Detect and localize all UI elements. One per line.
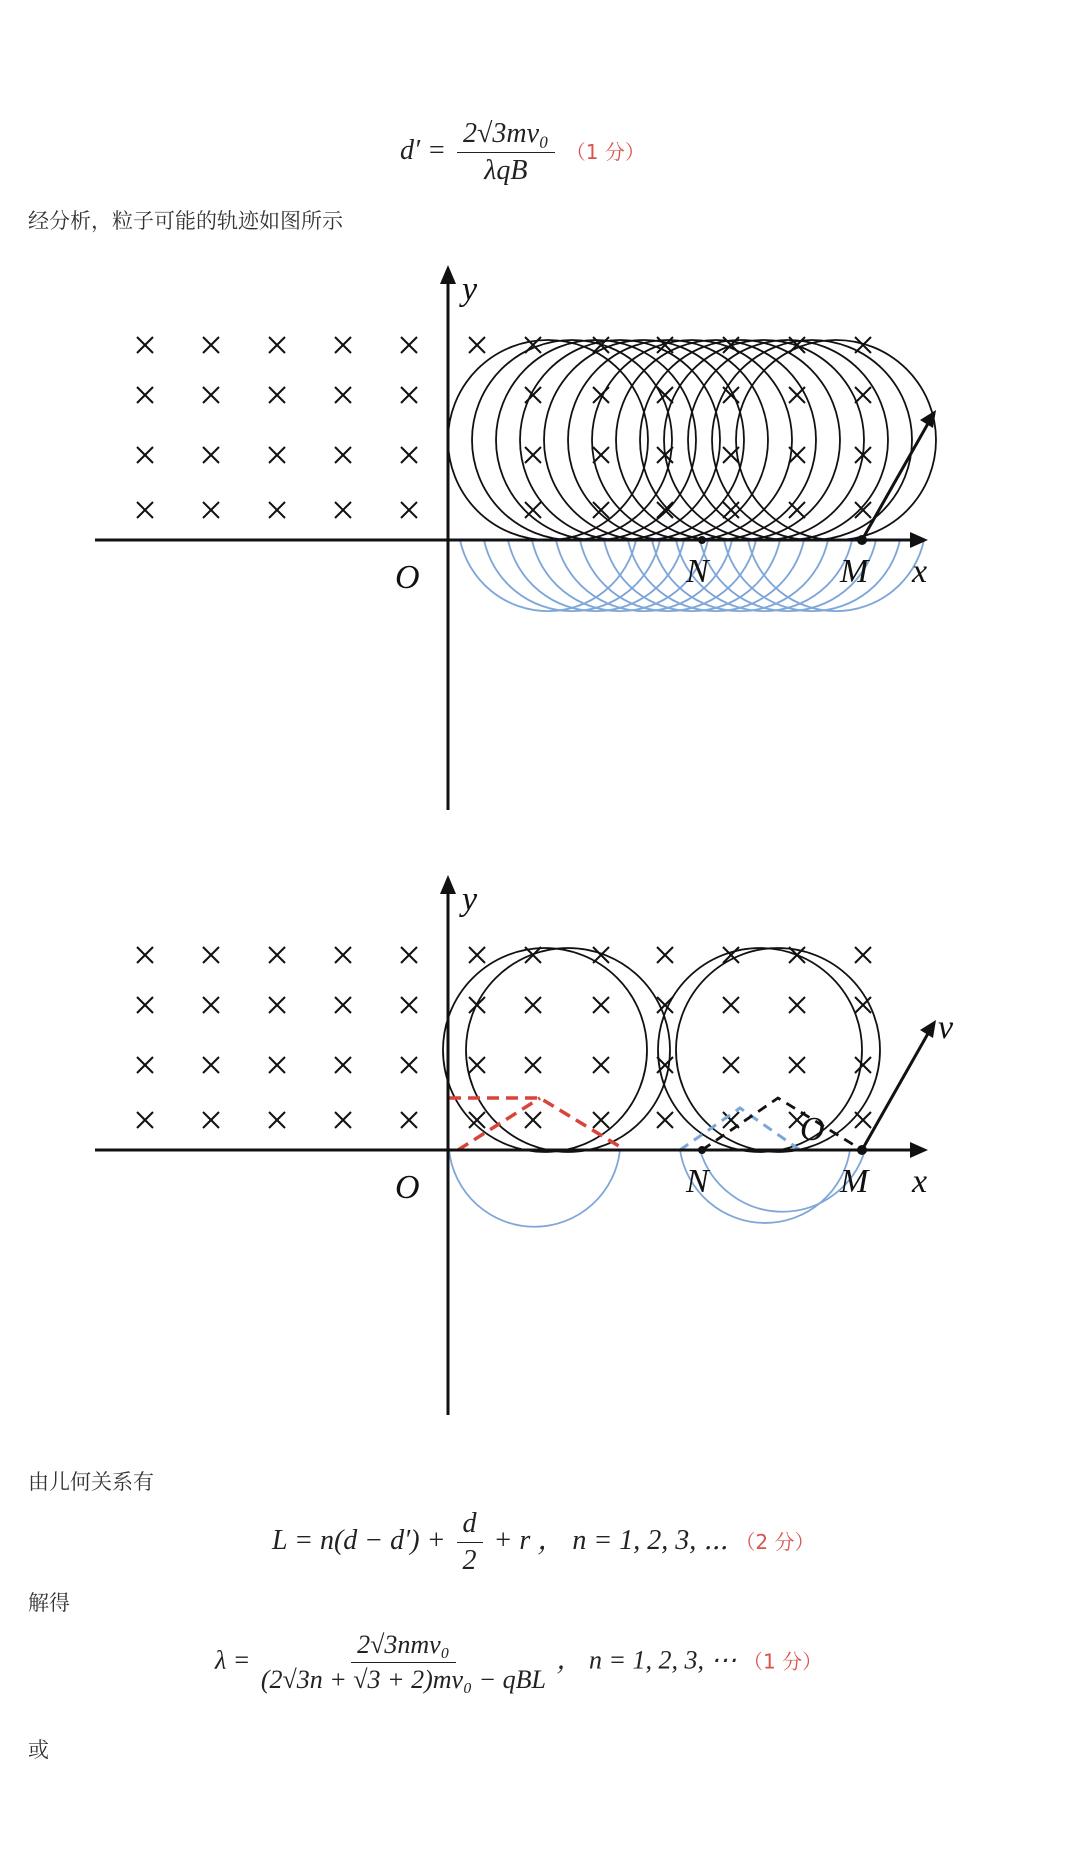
- center-label-2: O: [800, 1111, 825, 1148]
- y-label-2: y: [462, 881, 478, 918]
- eq1-lhs: d′ =: [400, 134, 447, 166]
- eq1-denominator: λqB: [484, 155, 528, 186]
- eq3-fraction: [261, 1630, 546, 1695]
- equation-lambda: [215, 1630, 822, 1695]
- eq2-lhs: L = n(d − d′) +: [272, 1524, 446, 1556]
- blue-arcs-2: [449, 1150, 865, 1227]
- eq1-score: （1 分）: [565, 139, 645, 164]
- geometry-text: 由儿何关系有: [28, 1470, 154, 1494]
- n-label-2: N: [686, 1163, 709, 1200]
- x-label-1: x: [912, 553, 928, 590]
- equation-l: [272, 1508, 815, 1577]
- y-axis-arrow-2: [440, 875, 456, 894]
- eq2-tail: + r ， n = 1, 2, 3, ⋯: [493, 1524, 729, 1556]
- eq3-numerator: 2√3nmv₀: [351, 1630, 456, 1663]
- velocity-arrow-1: [862, 420, 930, 540]
- field-marks-1: [137, 337, 871, 518]
- origin-label-1: O: [395, 559, 420, 596]
- or-text: 或: [28, 1738, 49, 1762]
- eq3-tail: ， n = 1, 2, 3, ⋯: [556, 1645, 737, 1675]
- point-m-1: [857, 535, 867, 545]
- m-label-1: M: [840, 553, 869, 590]
- figure-2: [0, 870, 1080, 1430]
- eq3-denominator: (2√3n + √3 + 2)mv₀ − qBL: [260, 1665, 546, 1694]
- point-n-2: [698, 1146, 706, 1154]
- n-label-1: N: [686, 553, 709, 590]
- eq2-score: （2 分）: [735, 1529, 815, 1554]
- eq2-numerator: d: [457, 1508, 483, 1543]
- analysis-text: 经分析，粒子可能的轨迹如图所示: [28, 209, 343, 233]
- eq1-numerator: 2√3mv₀: [457, 118, 555, 153]
- v-label-2: v: [938, 1009, 954, 1046]
- y-label-1: y: [462, 271, 478, 308]
- x-axis-arrow-2: [910, 1142, 928, 1158]
- point-m-2: [857, 1145, 867, 1155]
- equation-d-prime: [400, 118, 645, 187]
- origin-label-2: O: [395, 1169, 420, 1206]
- eq3-lhs: λ =: [215, 1645, 251, 1675]
- eq2-denominator: 2: [462, 1545, 477, 1576]
- field-marks-2: [137, 947, 871, 1128]
- x-label-2: x: [912, 1163, 928, 1200]
- solve-text: 解得: [28, 1591, 70, 1615]
- y-axis-arrow-1: [440, 265, 456, 284]
- eq1-fraction: [457, 118, 555, 187]
- m-label-2: M: [840, 1163, 869, 1200]
- point-n-1: [698, 536, 706, 544]
- figure-1: [0, 260, 1080, 820]
- eq2-fraction: [457, 1508, 483, 1577]
- x-axis-arrow-1: [910, 532, 928, 548]
- eq3-score: （1 分）: [743, 1649, 823, 1674]
